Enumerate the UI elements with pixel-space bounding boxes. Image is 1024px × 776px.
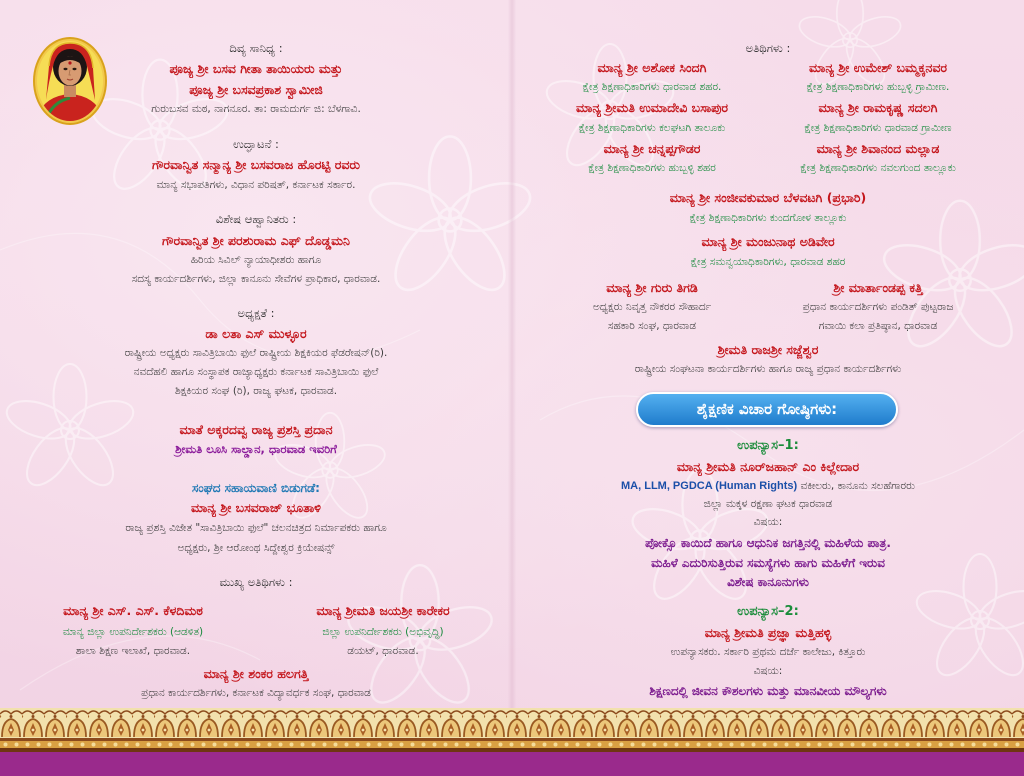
guest-role: ಕ್ಷೇತ್ರ ಶಿಕ್ಷಣಾಧಿಕಾರಿಗಳು ನವಲಗುಂದ ತಾಲ್ಲೂಕು [800, 162, 956, 174]
guest-role: ಕ್ಷೇತ್ರ ಶಿಕ್ಷಣಾಧಿಕಾರಿಗಳು ಹುಬ್ಬಳ್ಳಿ ಗ್ರಾಮೀಣ. [806, 81, 950, 93]
guest-role: ಕ್ಷೇತ್ರ ಶಿಕ್ಷಣಾಧಿಕಾರಿಗಳು ಧಾರವಾಡ ಗ್ರಾಮೀಣ [804, 122, 952, 134]
award-title: ಮಾತೆ ಅಕ್ಕರದವ್ವ ರಾಜ್ಯ ಪ್ರಶಸ್ತಿ ಪ್ರದಾನ [179, 422, 333, 437]
lecture-2-topic-label: ವಿಷಯ: [753, 665, 783, 677]
helpline-heading: ಸಂಘದ ಸಹಾಯವಾಣಿ ಬಿಡುಗಡೆ: [192, 481, 320, 495]
guests-heading: ಅತಿಥಿಗಳು : [745, 41, 791, 55]
decorative-border [0, 708, 1024, 752]
inauguration-designation: ಮಾನ್ಯ ಸಭಾಪತಿಗಳು, ವಿಧಾನ ಪರಿಷತ್, ಕರ್ನಾಟಕ ಸರ್ಕಾರ. [156, 179, 356, 191]
helpline-designation-2: ಅಧ್ಯಕ್ಷರು, ಶ್ರೀ ಆರೋಂಥ ಸಿದ್ದೇಶ್ವರ ಕ್ರಿಯೇಷನ್ಸ್ [177, 542, 335, 554]
chief-guest-right-role: ಜಿಲ್ಲಾ ಉಪನಿರ್ದೇಶಕರು (ಅಭಿವೃದ್ಧಿ) [322, 626, 444, 638]
guest-sanjeev-name: ಮಾನ್ಯ ಶ್ರೀ ಸಂಜೀವಕುಮಾರ ಬೆಳವಟಗಿ (ಪ್ರಭಾರಿ) [669, 190, 867, 205]
lecture-1-speaker: ಮಾನ್ಯ ಶ್ರೀಮತಿ ನೂರ್‌ಜಹಾನ್ ಎಂ ಕಿಲ್ಲೇದಾರ [676, 459, 860, 474]
saanidhya-name-2: ಪೂಜ್ಯ ಶ್ರೀ ಬಸವಪ್ರಕಾಶ ಸ್ವಾಮೀಜಿ [189, 82, 323, 97]
lecture-1-role: ವಕೀಲರು, ಕಾನೂನು ಸಲಹೆಗಾರರು [797, 480, 915, 492]
guest-manjunath-role: ಕ್ಷೇತ್ರ ಸಮನ್ವಯಾಧಿಕಾರಿಗಳು, ಧಾರವಾಡ ಶಹರ [690, 256, 846, 268]
presidency-heading: ಅಧ್ಯಕ್ಷತೆ : [237, 306, 275, 320]
helpline-name: ಮಾನ್ಯ ಶ್ರೀ ಬಸವರಾಜ್ ಭೂತಾಳಿ [191, 500, 321, 515]
inauguration-heading: ಉದ್ಘಾಟನೆ : [233, 137, 279, 151]
lecture-2-speaker: ಮಾನ್ಯ ಶ್ರೀಮತಿ ಪ್ರಜ್ಞಾ ಮತ್ತಿಹಳ್ಳಿ [704, 625, 832, 640]
award-recipient: ಶ್ರೀಮತಿ ಲೂಸಿ ಸಾಲ್ಡಾನ, ಧಾರವಾಡ ಇವರಿಗೆ [175, 442, 337, 456]
special-invitee-heading: ವಿಶೇಷ ಆಹ್ವಾನಿತರು : [215, 212, 297, 226]
seminars-banner: ಶೈಕ್ಷಣಿಕ ವಿಚಾರ ಗೋಷ್ಠಿಗಳು: [636, 392, 898, 427]
guest-name: ಮಾನ್ಯ ಶ್ರೀ ರಾಮಕೃಷ್ಣ ಸದಲಗಿ [818, 100, 938, 115]
special-invitee-designation-1: ಹಿರಿಯ ಸಿವಿಲ್ ನ್ಯಾಯಾಧೀಶರು ಹಾಗೂ [190, 254, 322, 266]
guest-name: ಮಾನ್ಯ ಶ್ರೀ ಚನ್ನಪ್ಪಗೌಡರ [603, 141, 701, 156]
presidency-designation-3: ಶಿಕ್ಷಕಿಯರ ಸಂಘ (ರಿ), ರಾಜ್ಯ ಘಟಕ, ಧಾರವಾಡ. [174, 385, 338, 397]
chief-guest-right-name: ಮಾನ್ಯ ಶ್ರೀಮತಿ ಜಯಶ್ರೀ ಕಾರೇಕರ [316, 603, 450, 618]
guest-name: ಮಾನ್ಯ ಶ್ರೀ ಅಶೋಕ ಸಿಂದಗಿ [597, 60, 707, 75]
guest-guru-line-1: ಅಧ್ಯಕ್ಷರು ನಿವೃತ್ತ ನೌಕರರ ಸೌಹಾರ್ದ [592, 301, 712, 313]
guest-martandappa-line-2: ಗವಾಯಿ ಕಲಾ ಪ್ರತಿಷ್ಠಾನ, ಧಾರವಾಡ [818, 320, 938, 332]
lecture-1-topic-line-2: ಮಹಿಳೆ ಎದುರಿಸುತ್ತಿರುವ ಸಮಸ್ಯೆಗಳು ಹಾಗು ಮಹಿಳೆಗೆ ಇರುವ [651, 556, 885, 570]
guest-role: ಕ್ಷೇತ್ರ ಶಿಕ್ಷಣಾಧಿಕಾರಿಗಳು ಕಲಘಟಗಿ ತಾಲೂಕು [578, 122, 726, 134]
guest-sanjeev-role: ಕ್ಷೇತ್ರ ಶಿಕ್ಷಣಾಧಿಕಾರಿಗಳು ಕುಂದಗೋಳ ತಾಲ್ಲೂಕು [689, 212, 847, 224]
guest-manjunath-name: ಮಾನ್ಯ ಶ್ರೀ ಮಂಜುನಾಥ ಅಡಿವೇರ [701, 234, 835, 249]
lecture-1-topic-line-1: ಪೋಕ್ಸೊ ಕಾಯಿದೆ ಹಾಗೂ ಆಧುನಿಕ ಜಗತ್ತಿನಲ್ಲಿ ಮಹಿಳೆಯ ಪಾತ್ರ. [645, 536, 891, 550]
lecture-2-designation: ಉಪನ್ಯಾಸಕರು. ಸರ್ಕಾರಿ ಪ್ರಥಮ ದರ್ಜೆ ಕಾಲೇಜು, ಕಿತ್ತೂರು [670, 646, 866, 658]
saanidhya-place: ಗುರುಬಸವ ಮಠ, ನಾಗನೂರ. ತಾ: ರಾಮದುರ್ಗ ಜಿ: ಬೆಳಗಾವಿ. [151, 103, 361, 115]
chief-guest-bottom-designation: ಪ್ರಧಾನ ಕಾರ್ಯದರ್ಶಿಗಳು, ಕರ್ನಾಟಕ ವಿದ್ಯಾವರ್ಧಕ ಸಂಘ, ಧಾರವಾಡ [141, 687, 371, 699]
guest-role: ಕ್ಷೇತ್ರ ಶಿಕ್ಷಣಾಧಿಕಾರಿಗಳು ಧಾರವಾಡ ಶಹರ. [582, 81, 722, 93]
chief-guest-left-name: ಮಾನ್ಯ ಶ್ರೀ ಎಸ್. ಎಸ್. ಕೆಳದಿಮಠ [63, 603, 203, 618]
presidency-name: ಡಾ ಲತಾ ಎಸ್ ಮುಳ್ಳೂರ [205, 326, 307, 341]
guest-guru-line-2: ಸಹಕಾರಿ ಸಂಘ, ಧಾರವಾಡ [607, 320, 697, 332]
presidency-designation-2: ನವದೆಹಲಿ ಹಾಗೂ ಸಂಸ್ಥಾಪಕ ರಾಜ್ಯಾಧ್ಯಕ್ಷರು ಕರ್ನಾಟಕ ಸಾವಿತ್ರಿಬಾಯಿ ಫುಲೆ [133, 366, 379, 378]
chief-guest-bottom-name: ಮಾನ್ಯ ಶ್ರೀ ಶಂಕರ ಹಲಗತ್ತಿ [203, 666, 309, 681]
center-fold-line [508, 0, 516, 708]
chief-guest-left-place: ಶಾಲಾ ಶಿಕ್ಷಣ ಇಲಾಖೆ, ಧಾರವಾಡ. [75, 645, 191, 657]
guest-name: ಮಾನ್ಯ ಶ್ರೀಮತಿ ಉಮಾದೇವಿ ಬಸಾಪುರ [576, 100, 728, 115]
special-invitee-name: ಗೌರವಾನ್ವಿತ ಶ್ರೀ ಪರಶುರಾಮ ಎಫ್ ದೊಡ್ಡಮನಿ [162, 233, 350, 248]
special-invitee-designation-2: ಸದಸ್ಯ ಕಾರ್ಯದರ್ಶಿಗಳು, ಜಿಲ್ಲಾ ಕಾನೂನು ಸೇವೆಗಳ ಪ್ರಾಧಿಕಾರ, ಧಾರವಾಡ. [131, 273, 381, 285]
guest-rajashri-name: ಶ್ರೀಮತಿ ರಾಜಶ್ರೀ ಸಜ್ಜೆಶ್ವರ [717, 342, 819, 357]
lecture-2-label: ಉಪನ್ಯಾಸ–2: [737, 604, 799, 619]
lecture-2-topic: ಶಿಕ್ಷಣದಲ್ಲಿ ಜೀವನ ಕೌಶಲಗಳು ಮತ್ತು ಮಾನವೀಯ ಮೌಲ್ಯಗಳು [649, 684, 887, 698]
guest-guru-name: ಮಾನ್ಯ ಶ್ರೀ ಗುರು ತಿಗಡಿ [606, 280, 698, 295]
guest-martandappa-line-1: ಪ್ರಧಾನ ಕಾರ್ಯದರ್ಶಿಗಳು ಪಂಡಿತ್ ಪುಟ್ಟರಾಜ [802, 301, 954, 313]
guest-name: ಮಾನ್ಯ ಶ್ರೀ ಶಿವಾನಂದ ಮಲ್ಲಾಡ [816, 141, 940, 156]
inauguration-name: ಗೌರವಾನ್ವಿತ ಸನ್ಮಾನ್ಯ ಶ್ರೀ ಬಸವರಾಜ ಹೊರಟ್ಟಿ ರವರು [152, 157, 360, 172]
chief-guests-heading: ಮುಖ್ಯ ಅತಿಥಿಗಳು : [219, 575, 293, 589]
guest-role: ಕ್ಷೇತ್ರ ಶಿಕ್ಷಣಾಧಿಕಾರಿಗಳು ಹುಬ್ಬಳ್ಳಿ ಶಹರ [588, 162, 716, 174]
chief-guest-right-place: ಡಯಟ್, ಧಾರವಾಡ. [347, 645, 419, 657]
lecture-1-topic-label: ವಿಷಯ: [753, 516, 783, 528]
lecture-1-topic-line-3: ವಿಶೇಷ ಕಾನೂನುಗಳು [727, 575, 809, 589]
divya-saanidhya-heading: ದಿವ್ಯ ಸಾನಿಧ್ಯ : [229, 41, 283, 55]
guest-name: ಮಾನ್ಯ ಶ್ರೀ ಉಮೇಶ್ ಬಮ್ಮಕ್ಕನವರ [809, 60, 947, 75]
saanidhya-name-1: ಪೂಜ್ಯ ಶ್ರೀ ಬಸವ ಗೀತಾ ತಾಯಿಯರು ಮತ್ತು [169, 61, 343, 76]
lecture-1-credentials [532, 477, 1004, 495]
guest-martandappa-name: ಶ್ರೀ ಮಾರ್ತಾಂಡಪ್ಪ ಕತ್ತಿ [833, 280, 923, 295]
lecture-1-label: ಉಪನ್ಯಾಸ–1: [737, 438, 799, 453]
presidency-designation-1: ರಾಷ್ಟ್ರೀಯ ಅಧ್ಯಕ್ಷರು ಸಾವಿತ್ರಿಬಾಯಿ ಫುಲೆ ರಾಷ್ಟ್ರೀಯ ಶಿಕ್ಷಕಿಯರ ಫೆಡರೇಷನ್(ರಿ). [124, 347, 388, 359]
lecture-1-qualifications: MA, LLM, PGDCA (Human Rights) [621, 480, 798, 492]
guest-rajashri-role: ರಾಷ್ಟ್ರೀಯ ಸಂಘಟನಾ ಕಾರ್ಯದರ್ಶಿಗಳು ಹಾಗೂ ರಾಜ್ಯ ಪ್ರಧಾನ ಕಾರ್ಯದರ್ಶಿಗಳು [634, 363, 902, 375]
chief-guest-left-role: ಮಾನ್ಯ ಜಿಲ್ಲಾ ಉಪನಿರ್ದೇಶಕರು (ಆಡಳಿತ) [62, 626, 204, 638]
bottom-magenta-bar [0, 752, 1024, 776]
helpline-designation-1: ರಾಜ್ಯ ಪ್ರಶಸ್ತಿ ವಿಜೇತ "ಸಾವಿತ್ರಿಬಾಯಿ ಫುಲೆ" ಚಲನಚಿತ್ರದ ನಿರ್ಮಾಪಕರು ಹಾಗೂ [125, 522, 387, 534]
lecture-1-unit: ಜಿಲ್ಲಾ ಮಕ್ಕಳ ರಕ್ಷಣಾ ಘಟಕ ಧಾರವಾಡ [703, 498, 833, 510]
